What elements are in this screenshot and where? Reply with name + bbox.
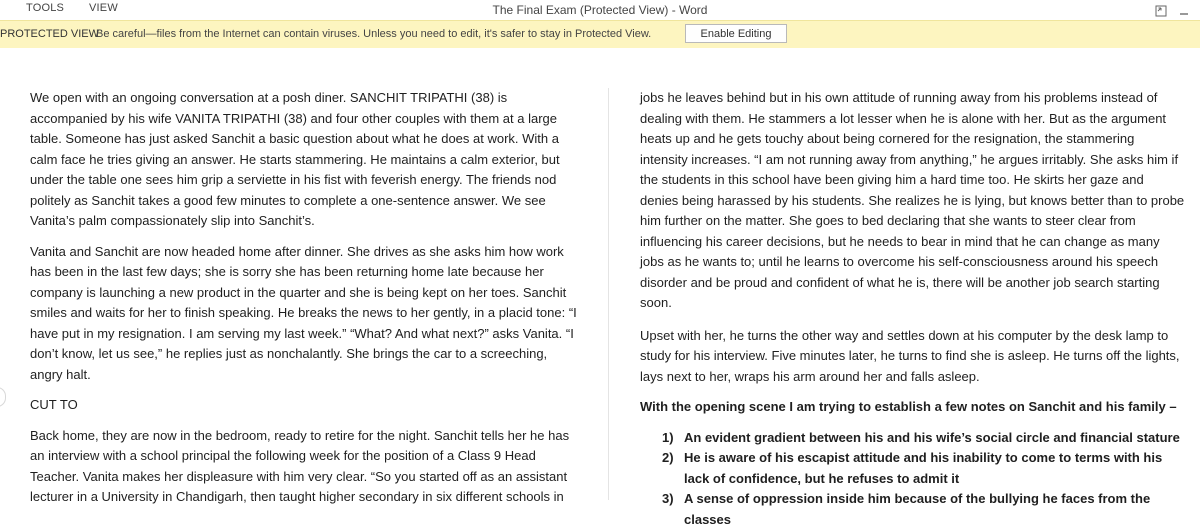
list-text: A sense of oppression inside him because of the bullying he faces from the classes bbox=[684, 491, 1150, 527]
document-area[interactable] bbox=[0, 48, 1200, 500]
minimize-icon[interactable] bbox=[1178, 2, 1190, 14]
paragraph: We open with an ongoing conversation at a posh diner. SANCHIT TRIPATHI (38) is accompanied by his wife VANITA TRIPATHI (38) and four other couples with them at a large table. Someone has just asked Sanchit a basic question about what he does at work. With a calm face he tries giving an answer. He starts stammering. He maintains a calm exterior, but under the table one sees him grip a serviette in his fist with feverish energy. The friends nod politely as Sanchit takes a good few minutes to complete a one-sentence answer. We see Vanita’s palm compassionately slip into Sanchit’s. bbox=[30, 88, 580, 232]
left-page-column bbox=[30, 88, 580, 518]
list-number: 2) bbox=[662, 448, 674, 469]
menu-tools[interactable]: TOOLS bbox=[26, 2, 64, 14]
list-text: An evident gradient between his and his wife’s social circle and financial stature bbox=[684, 430, 1180, 445]
navigation-arrow-icon[interactable] bbox=[0, 387, 6, 407]
enable-editing-button[interactable]: Enable Editing bbox=[685, 24, 787, 43]
protected-view-bar bbox=[0, 20, 1200, 49]
title-bar bbox=[0, 0, 1200, 20]
protected-view-message: Be careful—files from the Internet can contain viruses. Unless you need to edit, it's safer to stay in Protected View. bbox=[96, 28, 651, 40]
paragraph: Back home, they are now in the bedroom, ready to retire for the night. Sanchit tells her he has an interview with a school principal the following week for the position of a Class 9 Head Teacher. Vanita makes her displeasure with him very clear. “So you started off as an assistant lecturer in a University in Chandigarh, then taught higher secondary in six different schools in bbox=[30, 426, 580, 508]
list-item bbox=[640, 428, 1185, 449]
restore-icon[interactable] bbox=[1155, 2, 1167, 14]
paragraph-heading: With the opening scene I am trying to establish a few notes on Sanchit and his family – bbox=[640, 397, 1185, 418]
paragraph: CUT TO bbox=[30, 395, 580, 416]
list-number: 1) bbox=[662, 428, 674, 449]
document-title: The Final Exam (Protected View) - Word bbox=[0, 3, 1200, 17]
menu-view[interactable]: VIEW bbox=[89, 2, 118, 14]
list-number: 3) bbox=[662, 489, 674, 510]
paragraph: Vanita and Sanchit are now headed home after dinner. She drives as she asks him how work has been in the last few days; she is sorry she has been returning home late because her company is launching a new product in the quarter and she is being kept on her toes. Sanchit smiles and waits for her to finish speaking. He breaks the news to her gently, in a placid tone: “I have put in my resignation. I am serving my last week.” “What? And what next?” asks Vanita. “I don’t know, let us see,” he replies just as nonchalantly. She brings the car to a screeching, angry halt. bbox=[30, 242, 580, 386]
list-item bbox=[640, 448, 1185, 489]
list-item bbox=[640, 489, 1185, 530]
list-text: He is aware of his escapist attitude and his inability to come to terms with his lack of confidence, but he refuses to admit it bbox=[684, 450, 1162, 486]
page-divider bbox=[608, 88, 609, 500]
paragraph: jobs he leaves behind but in his own attitude of running away from his problems instead of dealing with them. He stammers a lot lesser when he is alone with her. But as the argument heats up and he gets touchy about being cornered for the resignation, the stammering intensity increases. “I am not running away from anything,” he argues irritably. She asks him if the students in this school have been giving him a hard time too. He skirts her gaze and denies being harassed by his students. She realizes he is lying, but knows better than to probe him further on the matter. She goes to bed declaring that she wants to steer clear from influencing his career decisions, but he needs to bear in mind that he can change as many jobs as he wants to; until he learns to overcome his self-consciousness around his speech disorder and be proud and confident of what he is, there will be another job search starting soon. bbox=[640, 88, 1185, 314]
right-page-column bbox=[640, 88, 1185, 530]
paragraph: Upset with her, he turns the other way and settles down at his computer by the desk lamp to study for his interview. Five minutes later, he turns to find she is asleep. He turns off the lights, lays next to her, wraps his arm around her and falls asleep. bbox=[640, 326, 1185, 388]
notes-list bbox=[640, 428, 1185, 530]
protected-view-label: PROTECTED VIEW bbox=[0, 28, 99, 40]
